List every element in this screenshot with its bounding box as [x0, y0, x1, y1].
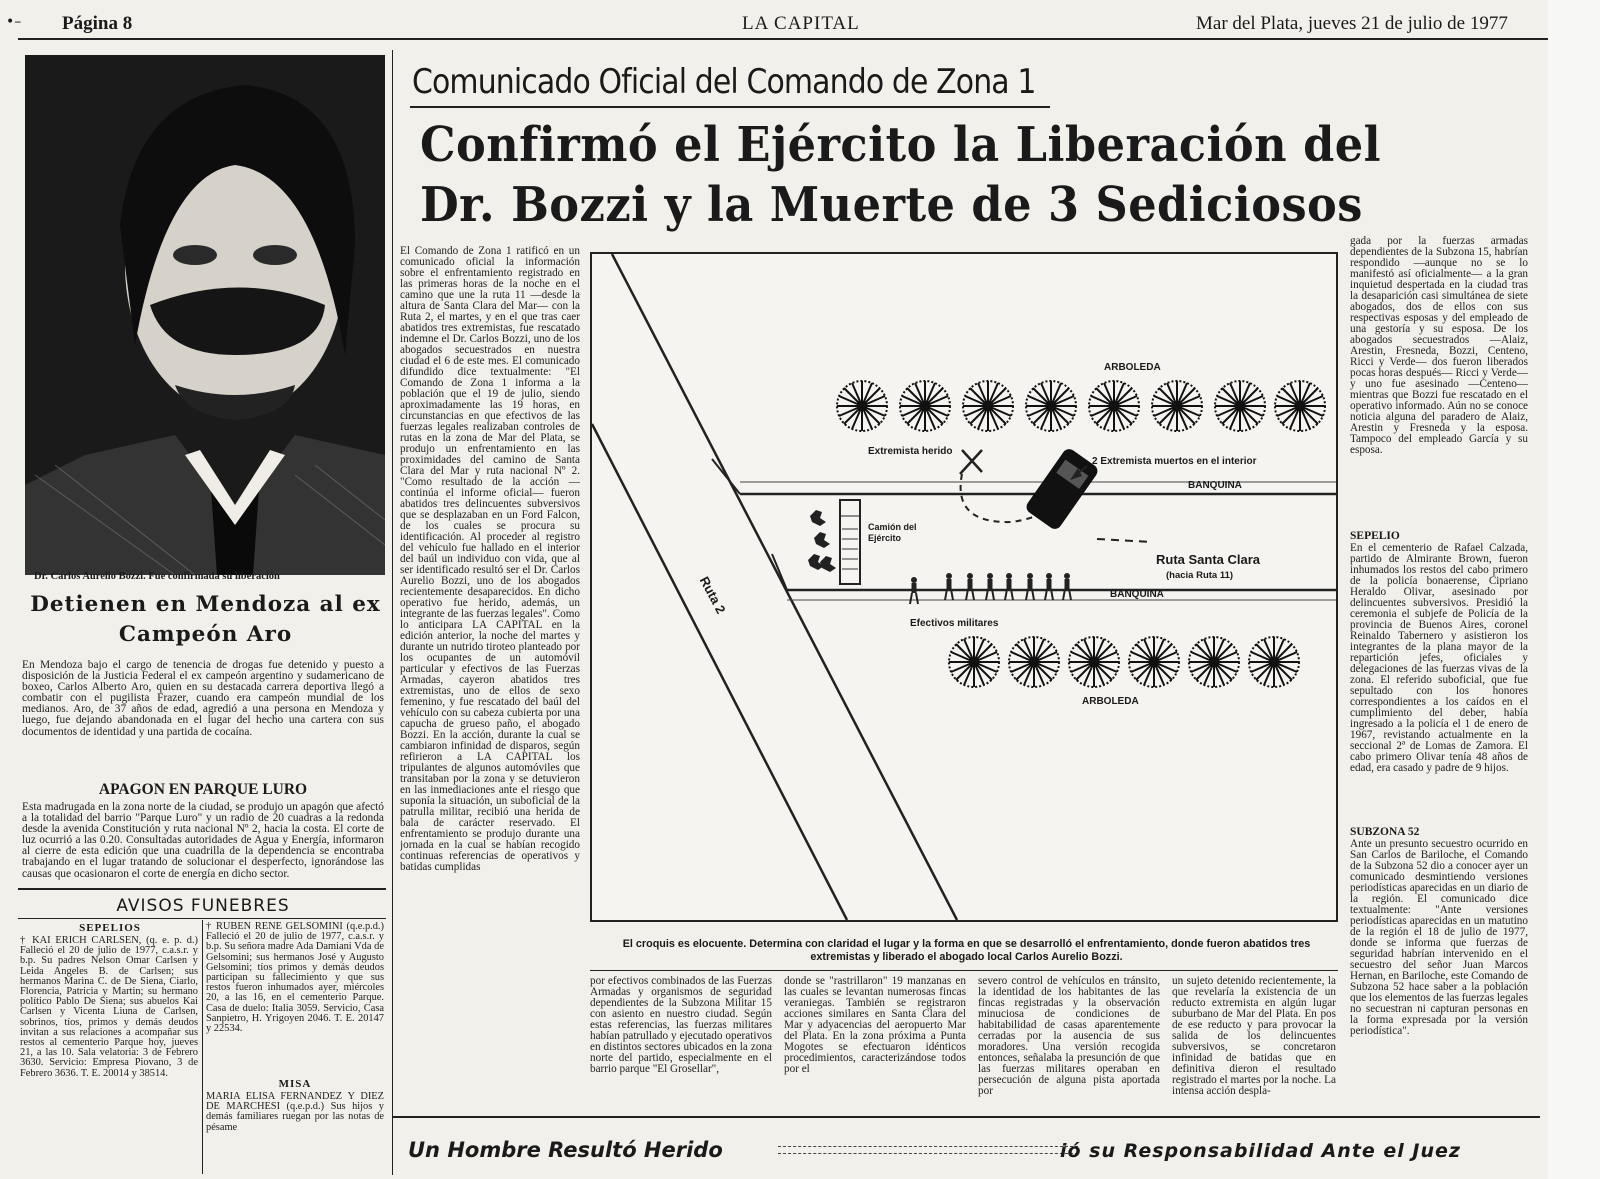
label-camion: Camión del Ejército [868, 522, 917, 543]
dateline: Mar del Plata, jueves 21 de julio de 1977 [1196, 13, 1508, 34]
bottom-rule [392, 1116, 1540, 1118]
portrait-photo [25, 55, 385, 575]
subzona-text: Ante un presunto secuestro ocurrido en San Carlos de Bariloche, el Comando de la Subzona 52 dio a conocer ayer un comunicado desmintiendo versiones periodísticas aparecidas en un diario de la región. El comunicado dice textualmente: "Ante versiones periodísticas aparecidas en un matutino de la región el 18 de julio de 1977, donde se informa que fuerzas de seguridad habrían intervenido en el secuestro del señor Juan Marcos Hernan, en Bariloche, este Comando de Subzona 52 hace saber a la población que los elementos de las fuerzas legales no secuestran ni capturan personas en la forma expresada por la versión periodística". [1350, 839, 1528, 1037]
left-column-rule [392, 50, 393, 1175]
avisos-rule [18, 888, 386, 890]
aviso-carlsen: † KAI ERICH CARLSEN, (q. e. p. d.) Falleció el 20 de julio de 1977, c.a.s.r. y b.p. Su padres Nelson Omar Carlsen y Leida Angeles B. de Carlsen; sus hermanos Marina C. de De Siena, Ciarlo, Florencia, Patricia y Martin; su hermano político Pablo De Siena; sus abuelos Kai Carlsen y Vicenta Liuna de Carlsen, sobrinos, tíos, primos y demás deudos invitan a sus relaciones a acompañar sus restos al cementerio Parque hoy, jueves 21, a las 10. Sala velatoria: 3 de Febrero 3630. Servicio: Empresa Piovano, 3 de Febrero 3636. T. E. 20014 y 38514. [20, 936, 198, 1079]
misa-label: MISA [278, 1078, 312, 1090]
page-number: Página 8 [62, 13, 133, 34]
label-ruta-2: Ruta 2 [696, 574, 729, 617]
avisos-title: AVISOS FUNEBRES [116, 896, 290, 916]
bottom-col-3: severo control de vehículos en tránsito, la identidad de los habitantes de las fincas registradas y la observación minuciosa de condiciones de habitabilidad de casas aparentemente cerradas por la ausencia de sus moradores. Una versión recogida entonces, señalaba la presunción de que las fuerzas militares operaban en persecución de alguna pista aportada por [978, 976, 1160, 1097]
label-banquina-top: BANQUINA [1188, 480, 1242, 491]
kicker-underline [410, 106, 1050, 108]
headline-line-2: Dr. Bozzi y la Muerte de 3 Sediciosos [420, 177, 1363, 233]
apagon-headline: APAGON EN PARQUE LURO [98, 781, 308, 798]
right-margin [1548, 0, 1600, 1179]
bottom-col-2: donde se "rastrillaron" 19 manzanas en las cuales se levantan numerosas fincas veraniegas. También se registraron acciones similares en Santa Clara del Mar y adyacencias del aeropuerto Mar del Plata. En la zona próxima a Punta Mogotes se efectuaron idénticos procedimientos, caracterizándose todos por el [784, 976, 966, 1075]
label-hacia-ruta-11: (hacia Ruta 11) [1166, 570, 1234, 581]
map-caption: El croquis es elocuente. Determina con claridad el lugar y la forma en que se desarrolló el enfrentamiento, donde fueron abatidos tres extremistas y liberado el abogado local Carlos Aurelio Bozzi. [622, 938, 1311, 963]
portrait-caption: Dr. Carlos Aurelio Bozzi. Fue confirmada su liberación [34, 571, 280, 582]
bottom-divider [778, 1146, 1078, 1154]
map-diagram [590, 252, 1338, 922]
label-banquina-bottom: BANQUINA [1110, 589, 1164, 600]
ornament: •– [6, 14, 22, 30]
label-arboleda-top: ARBOLEDA [1104, 362, 1161, 373]
main-story-col-right: gada por la fuerzas armadas dependientes de la Subzona 15, habrían respondido —aunque no se lo manifestó así oficialmente— a la gran inquietud despertada en la ciudad tras la desaparición casi simultánea de siete abogados, dos de ellos con sus respectivas esposas y del empleado de una gestoría y su esposa. De los abogados secuestrados —Alaiz, Arestin, Fresneda, Bozzi, Centeno, Ricci y Verde— dos fueron liberados pocas horas después— Ricci y Verde— y uno fue asesinado —Centeno— mientras que Bozzi fue rescatado en el operativo informado. Aún no se conoce noticia alguna del paradero de Alaiz, Arestin y Fresneda y la esposa. Tampoco del empleado García y su esposa. [1350, 236, 1528, 456]
avisos-rule-2 [18, 918, 386, 919]
avisos-divider [202, 920, 203, 1174]
bottom-col-1: por efectivos combinados de las Fuerzas Armadas y organismos de seguridad dependientes de la Subzona Militar 15 con asiento en nuestro ciudad. Según estas referencias, las fuerzas militares habían patrullado y ejecutado operativos en distintos sectores ubicados en la zona norte del partido, especialmente en el barrio parque "El Grosellar", [590, 976, 772, 1075]
kicker: Comunicado Oficial del Comando de Zona 1 [412, 62, 1036, 102]
aviso-misa: MARIA ELISA FERNANDEZ Y DIEZ DE MARCHESI (q.e.p.d.) Sus hijos y demás familiares ruegan por las notas de pésame [206, 1092, 384, 1133]
apagon-body: Esta madrugada en la zona norte de la ciudad, se produjo un apagón que afectó a la totalidad del barrio "Parque Luro" y un radio de 20 cuadras a la redonda desde la avenida Constitución y ruta nacional Nº 2, hacia la costa. El corte de luz ocurrió a las 0.20. Consultadas autoridades de Agua y Energía, informaron al cierre de esta edición que una cuadrilla de la dependencia se encontraba trabajando en el lugar tratando de solucionar el desperfecto, ignorándose las causas que ocasionaron el corte de energía en dicho sector. [22, 801, 384, 880]
masthead-rule [18, 38, 1590, 40]
bottom-headline-left: Un Hombre Resultó Herido [408, 1138, 723, 1162]
sepelios-label: SEPELIOS [79, 922, 141, 934]
main-story-col-left: El Comando de Zona 1 ratificó en un comunicado oficial la información sobre el enfrentamiento registrado en las primeras horas de la noche en el camino que une la ruta 11 —desde la altura de Santa Clara del Mar— con la Ruta 2, el martes, y en el que tras caer abatidos tres extremistas, fue rescatado indemne el Dr. Carlos Bozzi, uno de los abogados secuestrados en nuestra ciudad el 6 de este mes. El comunicado difundido dice textualmente: "El Comando de Zona 1 informa a la población que el 19 de julio, siendo aproximadamente las 19 horas, en circunstancias en que efectivos de las fuerzas legales realizaban controles de rutas en la zona de Mar del Plata, se produjo un enfrentamiento en las proximidades del camino de Santa Clara del Mar y ruta nacional Nº 2. "Como resultado de la acción —continúa el informe oficial— fueron abatidos tres delincuentes subversivos que se desplazaban en un Ford Falcon, de los cuales se procura su identificación. Al proceder al registro del vehículo fue hallado en el interior del baúl un individuo con vida, que al ser identificado resultó ser el Dr. Carlos Aurelio Bozzi, uno de los abogados recientemente desaparecidos. En dicho operativo fue herido, además, un integrante de las fuerzas legales". Como lo anticipara LA CAPITAL en la edición anterior, la noche del martes y durante un nutrido tiroteo planteado por los ocupantes de un automóvil particular y efectivos de las Fuerzas Armadas, cayeron abatidos tres extremistas, uno de ellos de sexo femenino, y fue rescatado del baúl del vehículo con su cabeza cubierta por una capucha de grueso paño, el abogado Bozzi. En la acción, durante la cual se cambiaron infinidad de disparos, según refirieron a LA CAPITAL los tripulantes de algunos automóviles que transitaban por la zona y se detuvieron en las inmediaciones ante el riesgo que suponía la situación, un suboficial de la patrulla militar, recibió una herida de bala de carácter reservado. El enfrentamiento se produjo durante una jornada en la cual se habían recogido continuas referencias de operativos y batidas cumplidas [400, 246, 580, 873]
label-ruta-santa-clara: Ruta Santa Clara [1156, 552, 1261, 567]
sepelio-label: SEPELIO [1350, 530, 1400, 542]
masthead [0, 0, 1600, 40]
label-extremista-herido: Extremista herido [868, 446, 953, 457]
label-efectivos: Efectivos militares [910, 618, 999, 629]
bottom-headline-right: ió su Responsabilidad Ante el Juez [1060, 1140, 1461, 1162]
side-story-body: En Mendoza bajo el cargo de tenencia de drogas fue detenido y puesto a disposición de la Justicia Federal el ex campeón argentino y sudamericano de boxeo, Carlos Alberto Aro, quien en su destacada carrera deportiva llegó a combatir con el pugilista Frazer, cuando era campeón mundial de los medianos. Aro, de 37 años de edad, agredió a una persona en Mendoza y luego, fue dejando abandonada en el lugar del hecho una cartera con sus documentos de identidad y una partida de cocaína. [22, 659, 384, 738]
subzona-label: SUBZONA 52 [1350, 826, 1420, 838]
paper-name: LA CAPITAL [742, 13, 860, 34]
label-muertos: 2 Extremista muertos en el interior [1092, 456, 1257, 467]
bottom-cols-rule [590, 970, 1338, 971]
label-arboleda-bottom: ARBOLEDA [1082, 696, 1139, 707]
aviso-gelsomini: † RUBEN RENE GELSOMINI (q.e.p.d.) Falleció el 20 de julio de 1977, c.a.s.r. y b.p. Su señora madre Ada Damiani Vda de Gelsomini; sus hermanos José y Augusto Gelsomini; tíos primos y demás deudos participan su fallecimiento y que sus restos fueron inhumados ayer, miércoles 20, a las 16, en el cementerio Parque. Casa de duelo: Italia 3059. Servicio, Casa Sanpietro, H. Yrigoyen 2046. T. E. 20147 y 22534. [206, 922, 384, 1035]
bottom-col-4: un sujeto detenido recientemente, la que revelaría la existencia de un reducto extremista en algún lugar suburbano de Mar del Plata. En pos de ese reducto y para provocar la salida de los delincuentes subversivos, se concretaron infinidad de batidas que en definitiva dieron el resultado registrado el martes por la noche. La intensa acción despla- [1172, 976, 1336, 1097]
side-story-headline: Detienen en Mendoza al ex Campeón Aro [30, 592, 381, 647]
sepelio-text: En el cementerio de Rafael Calzada, partido de Almirante Brown, fueron inhumados los restos del cabo primero de la policía bonaerense, Cipriano Heraldo Olivar, asesinado por delincuentes subversivos. Presidió la ceremonia el subjefe de Policía de la provincia de Buenos Aires, coronel Reinaldo Tabernero y asistieron los integrantes de la plana mayor de la repartición jefes, oficiales y delegaciones de las fuerzas vivas de la zona. El referido suboficial, que fue sepultado con los honores correspondientes a los caídos en el cumplimiento del deber, había ingresado a la policía el 1 de enero de 1967, revistando actualmente en la seccional 2ª de Lomas de Zamora. El cabo primero Olivar tenía 48 años de edad, era casado y padre de 9 hijos. [1350, 543, 1528, 774]
headline-line-1: Confirmó el Ejército la Liberación del [420, 117, 1382, 173]
